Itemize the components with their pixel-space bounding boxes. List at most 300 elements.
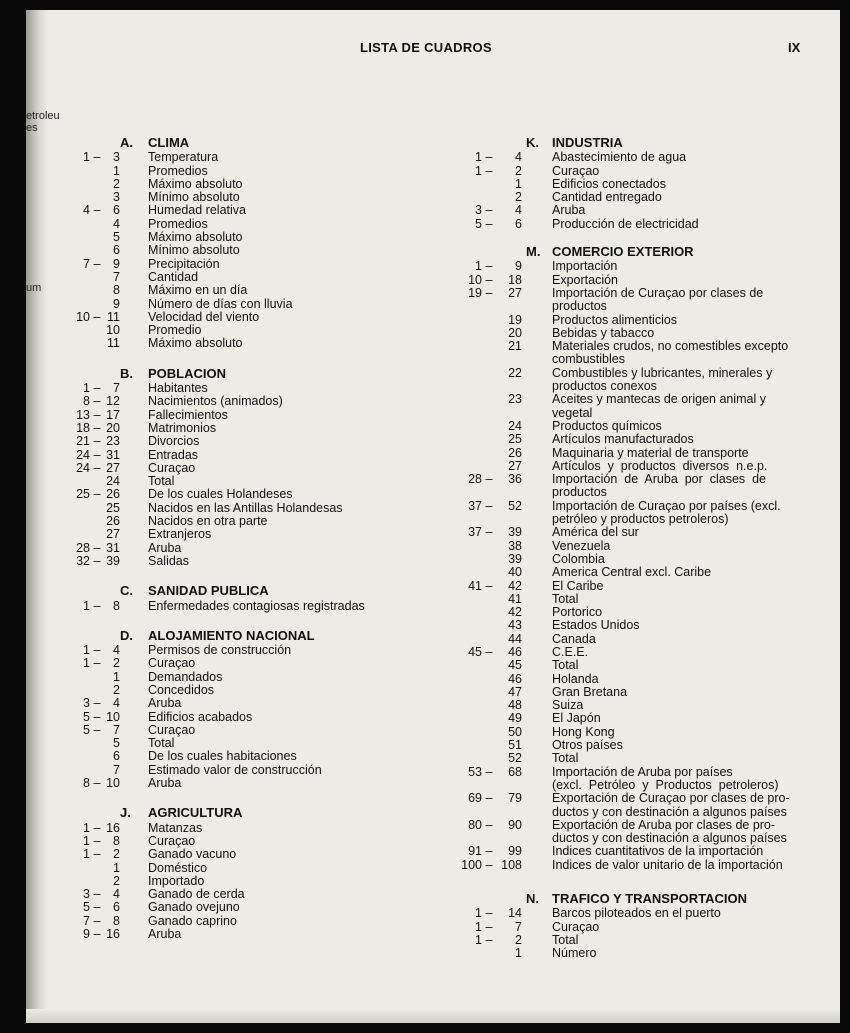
table-description: Curaçao [148,656,196,671]
range-end: 11 [107,336,120,351]
table-description: Extranjeros [148,527,212,542]
table-list-item [48,711,448,724]
table-description: Aruba [148,696,182,711]
range-dash: – [485,906,493,921]
range-end: 48 [508,698,522,713]
range-start [70,875,90,888]
table-number-range [426,393,552,420]
table-description: Doméstico [148,860,208,875]
table-list-item [48,555,448,568]
table-description: América del sur [552,525,639,540]
range-dash [482,327,496,340]
range-start [454,540,482,553]
table-number-range [426,447,552,460]
range-dash [90,764,104,777]
table-number-range [48,737,148,750]
table-list-item [48,502,448,515]
table-list-item [48,165,448,178]
range-end: 6 [113,749,120,764]
left-column [48,136,448,941]
table-description: Máximo en un día [148,283,248,298]
range-dash [90,284,104,297]
range-dash: – [93,913,101,928]
table-description: Temperatura [148,150,219,165]
table-description: Permisos de construcción [148,643,292,658]
table-number-range [426,526,552,539]
table-number-range [48,724,148,737]
table-number-range [48,231,148,244]
range-end: 45 [508,658,522,673]
table-number-range [48,151,148,164]
range-dash: – [485,498,493,513]
page-edge-shadow [26,1009,840,1023]
table-number-range [426,712,552,725]
table-number-range [426,752,552,765]
range-end: 24 [508,418,522,433]
range-start [454,659,482,672]
range-end: 7 [515,919,522,934]
range-dash: – [93,553,101,568]
range-start [70,178,90,191]
table-number-range [48,449,148,462]
range-end: 2 [113,176,120,191]
range-start: 1 [83,820,90,835]
section-title: AGRICULTURA [148,805,243,821]
table-list-item [426,260,836,273]
range-end: 46 [508,644,522,659]
table-number-range [48,311,148,324]
table-list-item [48,178,448,191]
range-end: 1 [113,669,120,684]
range-start [454,606,482,619]
table-description: Productos químicos [552,418,662,433]
table-list-item [426,712,836,725]
range-start: 53 [468,764,482,779]
table-list-item [48,764,448,777]
table-description: Máximo absoluto [148,230,243,245]
range-start: 28 [76,540,90,555]
table-description: Estados Unidos [552,618,640,633]
range-end: 10 [106,709,120,724]
range-end: 10 [106,776,120,791]
table-list-item [48,671,448,684]
range-start: 80 [468,817,482,832]
table-list-item [48,862,448,875]
range-dash: – [93,256,101,271]
range-end: 27 [106,527,120,542]
range-dash [90,231,104,244]
table-number-range [426,165,552,178]
range-start [454,433,482,446]
table-description: Maquinaria y material de transporte [552,445,749,460]
range-start: 10 [468,272,482,287]
range-start: 3 [83,696,90,711]
table-description: Máximo absoluto [148,336,243,351]
table-number-range [48,204,148,217]
range-end: 40 [508,565,522,580]
range-end: 2 [113,873,120,888]
table-list-item [48,284,448,297]
range-end: 21 [508,339,522,354]
range-dash [90,684,104,697]
table-description: Número de días con lluvia [148,296,293,311]
table-number-range [48,409,148,422]
table-description: Exportación de Aruba por clases de pro- ductos y con destinación a algunos países [552,817,787,846]
table-description: Estimado valor de construcción [148,762,322,777]
range-start: 5 [83,900,90,915]
range-start [70,684,90,697]
fragment-text: etroleu [26,110,60,122]
table-number-range [48,178,148,191]
table-description: Venezuela [552,538,611,553]
range-start [454,553,482,566]
table-description: Otros países [552,738,623,753]
range-dash: – [485,764,493,779]
range-dash: – [485,525,493,540]
table-list-item [426,580,836,593]
range-start [454,327,482,340]
range-start: 1 [475,150,482,165]
range-end: 25 [508,432,522,447]
range-start: 5 [83,709,90,724]
range-dash [90,875,104,888]
table-description: Total [148,736,175,751]
table-number-range [426,739,552,752]
range-start: 41 [468,578,482,593]
facing-page-fragment [26,110,60,134]
table-list-item [48,915,448,928]
range-end: 50 [508,724,522,739]
table-number-range [48,475,148,488]
table-description: El Japón [552,711,601,726]
table-description: Total [148,474,175,489]
table-number-range [48,271,148,284]
section [48,136,448,351]
table-description: Nacidos en las Antillas Holandesas [148,500,343,515]
table-description: Mínimo absoluto [148,190,240,205]
range-end: 38 [508,538,522,553]
range-end: 1 [515,176,522,191]
table-number-range [426,619,552,632]
range-dash [482,659,496,672]
range-start: 28 [468,472,482,487]
section-heading [426,245,836,258]
table-list-item [48,422,448,435]
range-start [454,393,482,420]
range-end: 43 [508,618,522,633]
range-end: 4 [113,887,120,902]
range-dash: – [93,381,101,396]
table-description: C.E.E. [552,644,589,659]
table-number-range [426,460,552,473]
range-dash: – [93,309,101,324]
table-description: Aruba [148,540,182,555]
table-number-range [426,274,552,287]
table-list-item [48,901,448,914]
table-list-item [426,766,836,793]
table-number-range [426,178,552,191]
table-description: Importación de Curaçao por países (excl. petróleo y productos petroleros) [552,498,781,527]
table-number-range [426,566,552,579]
table-list-item [48,488,448,501]
range-end: 6 [515,216,522,231]
range-end: 16 [106,927,120,942]
range-dash: – [93,487,101,502]
table-list-item [426,367,836,394]
table-description: Edificios conectados [552,176,666,191]
range-end: 7 [113,381,120,396]
table-number-range [426,766,552,793]
table-number-range [48,191,148,204]
range-dash: – [93,900,101,915]
table-number-range [48,244,148,257]
range-start [70,165,90,178]
table-number-range [48,258,148,271]
table-number-range [426,260,552,273]
table-list-item [48,244,448,257]
table-description: Aceites y mantecas de origen animal y vegetal [552,392,766,420]
table-list-item [48,848,448,861]
table-number-range [426,686,552,699]
table-number-range [48,888,148,901]
table-description: Curaçao [552,163,600,178]
table-number-range [48,928,148,941]
section [426,245,836,872]
section-letter: C. [120,583,133,599]
section-heading [48,806,448,819]
range-start [454,673,482,686]
table-number-range [426,859,552,872]
right-column [426,136,836,961]
table-list-item [48,191,448,204]
table-list-item [426,218,836,231]
range-dash: – [485,844,493,859]
table-list-item [426,739,836,752]
range-start [70,502,90,515]
range-dash [90,475,104,488]
table-description: Total [552,751,579,766]
range-end: 68 [508,764,522,779]
range-end: 31 [106,540,120,555]
range-dash [482,460,496,473]
table-number-range [48,528,148,541]
range-start: 9 [83,927,90,942]
table-number-range [426,633,552,646]
range-start [70,244,90,257]
table-number-range [426,726,552,739]
table-number-range [48,337,148,350]
range-end: 8 [113,833,120,848]
range-start [454,712,482,725]
section-heading [48,629,448,642]
table-list-item [48,271,448,284]
section-letter: N. [526,891,539,907]
range-end: 24 [106,474,120,489]
range-start [454,686,482,699]
range-end: 2 [515,190,522,205]
range-end: 10 [106,323,120,338]
table-number-range [426,367,552,394]
table-description: America Central excl. Caribe [552,565,712,580]
section-title: COMERCIO EXTERIOR [552,244,694,260]
table-description: Mínimo absoluto [148,243,240,258]
range-dash [482,420,496,433]
range-end: 44 [508,631,522,646]
section-heading [426,136,836,149]
section-letter: J. [120,805,131,821]
section-title: INDUSTRIA [552,135,623,150]
table-list-item [426,447,836,460]
table-list-item [426,540,836,553]
range-dash: – [93,407,101,422]
table-description: Artículos manufacturados [552,432,694,447]
range-start [70,231,90,244]
range-start: 37 [468,498,482,513]
table-list-item [426,500,836,527]
range-end: 42 [508,578,522,593]
range-dash: – [485,644,493,659]
range-end: 2 [113,656,120,671]
range-end: 27 [106,460,120,475]
fragment-text: es [26,122,38,134]
range-end: 2 [113,682,120,697]
range-start: 3 [475,203,482,218]
table-number-range [426,314,552,327]
range-dash: – [93,150,101,165]
range-dash: – [93,847,101,862]
table-number-range [48,600,148,613]
range-end: 9 [113,296,120,311]
book-spine [26,10,48,1023]
range-start: 1 [475,259,482,274]
range-dash: – [93,696,101,711]
range-end: 17 [106,407,120,422]
range-dash: – [93,927,101,942]
table-list-item [48,324,448,337]
table-description: Exportación [552,272,619,287]
range-end: 39 [106,553,120,568]
range-dash: – [485,578,493,593]
range-start [454,367,482,394]
range-dash [90,271,104,284]
range-dash: – [93,722,101,737]
table-description: Producción de electricidad [552,216,699,231]
table-list-item [48,644,448,657]
range-end: 4 [113,643,120,658]
table-list-item [426,934,836,947]
table-number-range [48,422,148,435]
table-list-item [48,311,448,324]
table-list-item [426,752,836,765]
range-start [454,752,482,765]
table-list-item [426,191,836,204]
range-start [70,515,90,528]
range-dash: – [93,420,101,435]
range-dash [482,752,496,765]
range-start [70,271,90,284]
table-number-range [48,644,148,657]
range-end: 8 [113,913,120,928]
table-number-range [48,284,148,297]
table-description: Divorcios [148,434,200,449]
table-list-item [48,218,448,231]
range-dash: – [485,150,493,165]
table-list-item [426,460,836,473]
range-dash: – [485,272,493,287]
table-list-item [426,633,836,646]
range-dash [482,540,496,553]
table-number-range [48,835,148,848]
range-start [454,566,482,579]
range-end: 3 [113,190,120,205]
range-dash [482,739,496,752]
table-number-range [426,340,552,367]
table-number-range [426,921,552,934]
range-dash [90,298,104,311]
range-start [454,739,482,752]
table-description: Bebidas y tabacco [552,325,655,340]
table-list-item [48,435,448,448]
section [48,367,448,568]
section [48,584,448,613]
range-start [70,764,90,777]
table-description: Matanzas [148,820,203,835]
range-dash [90,515,104,528]
table-number-range [426,151,552,164]
range-start [70,862,90,875]
table-number-range [426,907,552,920]
table-description: Habitantes [148,381,208,396]
range-dash [90,218,104,231]
range-end: 9 [113,256,120,271]
range-start [454,460,482,473]
range-start: 32 [76,553,90,568]
table-list-item [426,433,836,446]
table-description: Concedidos [148,682,215,697]
range-dash: – [485,857,493,872]
section-title: POBLACION [148,365,226,381]
range-end: 7 [113,269,120,284]
range-dash [90,528,104,541]
range-start [70,218,90,231]
range-dash: – [485,163,493,178]
range-dash: – [93,394,101,409]
table-description: Aruba [552,203,586,218]
section-letter: D. [120,627,133,643]
range-end: 52 [508,498,522,513]
table-list-item [48,600,448,613]
range-dash [90,737,104,750]
range-end: 25 [106,500,120,515]
table-description: Exportación de Curaçao por clases de pro- ductos y con destinación a algunos países [552,791,790,819]
section-letter: A. [120,135,133,150]
range-dash [482,566,496,579]
table-number-range [48,515,148,528]
table-list-item [426,792,836,819]
table-list-item [426,314,836,327]
range-start [454,593,482,606]
range-end: 6 [113,203,120,218]
range-dash: – [93,203,101,218]
range-dash [90,178,104,191]
section-title: SANIDAD PUBLICA [148,583,269,599]
range-start [70,528,90,541]
section [48,629,448,791]
table-description: De los cuales habitaciones [148,749,297,764]
table-list-item [426,593,836,606]
table-description: Ganado vacuno [148,847,237,862]
table-number-range [48,764,148,777]
